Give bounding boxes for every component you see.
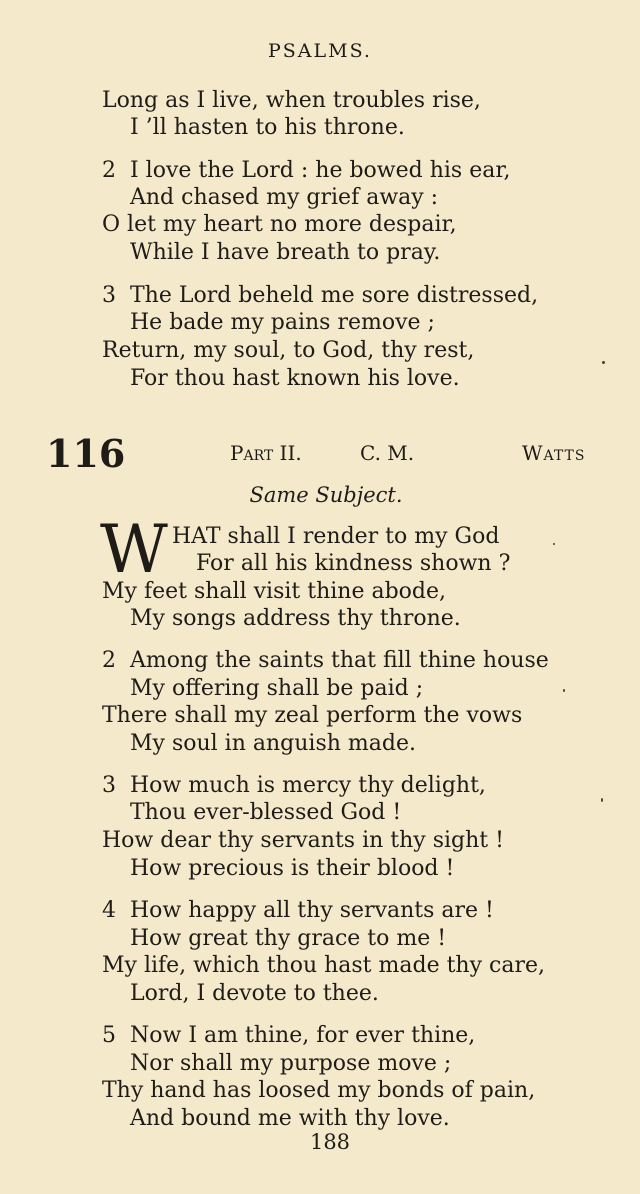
verse-line: My life, which thou hast made thy care, xyxy=(102,953,545,978)
verse-text: How happy all thy servants are ! xyxy=(130,898,494,923)
stanza-first-line xyxy=(102,898,494,924)
verse-line: For all his kindness shown ? xyxy=(196,551,511,576)
verse-line: O let my heart no more despair, xyxy=(102,212,457,237)
verse-line: My songs address thy throne. xyxy=(130,606,461,631)
verse-line: I ’ll hasten to his throne. xyxy=(130,115,405,140)
verse-line: There shall my zeal perform the vows xyxy=(102,703,523,728)
verse-text: I love the Lord : he bowed his ear, xyxy=(130,158,511,183)
verse-line: Thou ever-blessed God ! xyxy=(130,800,402,825)
verse-line: And bound me with thy love. xyxy=(130,1106,450,1131)
hymn-subtitle: Same Subject. xyxy=(249,483,403,507)
stanza-number: 3 xyxy=(102,283,116,308)
verse-line: Lord, I devote to thee. xyxy=(130,981,379,1006)
verse-line: And chased my grief away : xyxy=(130,185,439,210)
stanza-number: 5 xyxy=(102,1023,116,1048)
running-title: PSALMS. xyxy=(268,40,372,62)
verse-line: HAT shall I render to my God xyxy=(172,524,500,549)
verse-line: How great thy grace to me ! xyxy=(130,926,447,951)
verse-line: My soul in anguish made. xyxy=(130,731,416,756)
verse-line: Long as I live, when troubles rise, xyxy=(102,88,481,113)
drop-cap: W xyxy=(100,511,168,588)
paper-speck xyxy=(602,361,605,364)
hymn-part: Part II. xyxy=(230,441,302,465)
page-number: 188 xyxy=(309,1130,351,1154)
verse-text: How much is mercy thy delight, xyxy=(130,773,486,798)
stanza-first-line xyxy=(102,283,538,309)
verse-line: Return, my soul, to God, thy rest, xyxy=(102,338,475,363)
verse-line: Nor shall my purpose move ; xyxy=(130,1051,452,1076)
verse-line: How dear thy servants in thy sight ! xyxy=(102,828,504,853)
stanza-first-line xyxy=(102,1023,475,1049)
stanza-number: 3 xyxy=(102,773,116,798)
paper-speck xyxy=(553,543,555,545)
verse-line: How precious is their blood ! xyxy=(130,856,455,881)
verse-line: My offering shall be paid ; xyxy=(130,676,424,701)
verse-line: Thy hand has loosed my bonds of pain, xyxy=(102,1078,536,1103)
stanza-number: 2 xyxy=(102,158,116,183)
hymn-author: Watts xyxy=(522,441,586,465)
verse-line: My feet shall visit thine abode, xyxy=(102,579,446,604)
hymn-meter: C. M. xyxy=(360,441,415,465)
verse-text: Now I am thine, for ever thine, xyxy=(130,1023,476,1048)
stanza-first-line xyxy=(102,158,510,184)
stanza-first-line xyxy=(102,648,549,674)
stanza-number: 4 xyxy=(102,898,116,923)
stanza-number: 2 xyxy=(102,648,116,673)
hymn-number: 116 xyxy=(46,431,126,476)
stanza-first-line xyxy=(102,773,486,799)
verse-line: For thou hast known his love. xyxy=(130,366,460,391)
paper-speck xyxy=(563,689,565,692)
verse-text: The Lord beheld me sore distressed, xyxy=(130,283,539,308)
paper-speck xyxy=(601,798,603,802)
verse-line: While I have breath to pray. xyxy=(130,240,441,265)
verse-text: Among the saints that fill thine house xyxy=(130,648,549,673)
verse-line: He bade my pains remove ; xyxy=(130,310,435,335)
